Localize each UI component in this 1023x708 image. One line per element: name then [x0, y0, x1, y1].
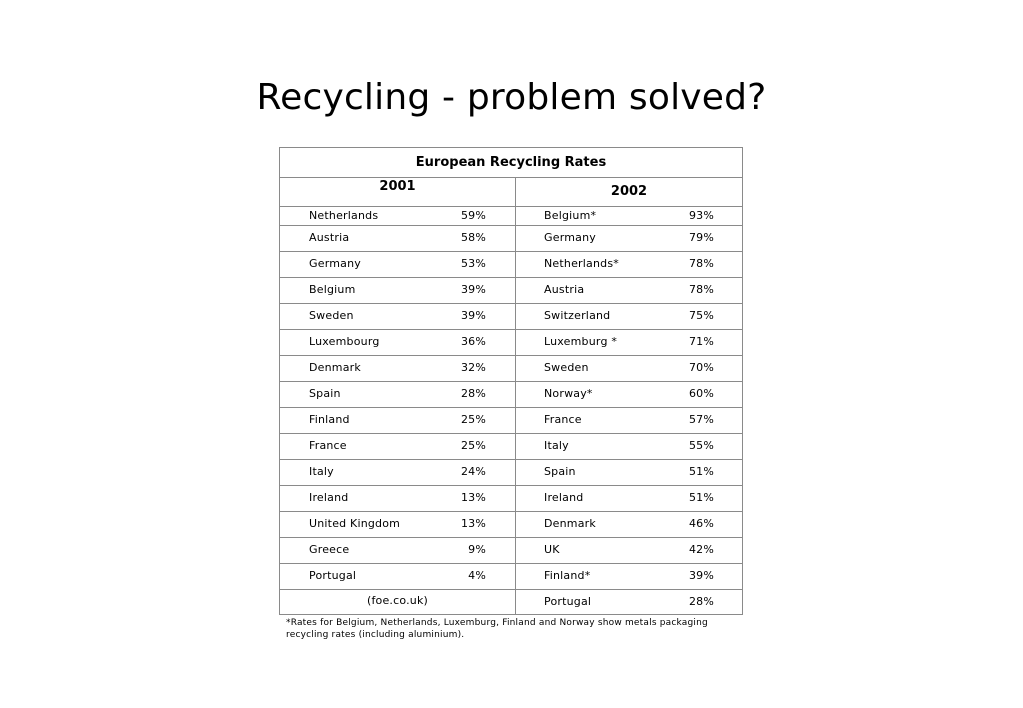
- country-2002: Portugal: [544, 595, 592, 608]
- rate-2002: 28%: [688, 595, 714, 608]
- country-2001: Austria: [309, 231, 350, 244]
- rate-2001: 13%: [460, 517, 486, 530]
- rate-2001: 9%: [468, 543, 486, 556]
- rate-2001: 39%: [460, 309, 486, 322]
- row-rule-2002: [516, 589, 742, 590]
- row-rule-2001: [280, 277, 515, 278]
- header-rule: [280, 206, 742, 207]
- country-2001: Netherlands: [309, 209, 379, 222]
- row-rule-2002: [516, 225, 742, 226]
- country-2002: Luxemburg *: [544, 335, 618, 348]
- row-rule-2001: [280, 589, 515, 590]
- country-2002: Sweden: [544, 361, 589, 374]
- rate-2002: 51%: [688, 465, 714, 478]
- table-caption: European Recycling Rates: [280, 148, 742, 178]
- row-rule-2002: [516, 303, 742, 304]
- country-2002: Ireland: [544, 491, 584, 504]
- row-rule-2002: [516, 381, 742, 382]
- year-header-2002: 2002: [610, 184, 648, 199]
- row-rule-2001: [280, 433, 515, 434]
- rate-2002: 55%: [688, 439, 714, 452]
- country-2002: Italy: [544, 439, 569, 452]
- country-2001: United Kingdom: [309, 517, 401, 530]
- row-rule-2002: [516, 537, 742, 538]
- rate-2001: 59%: [460, 209, 486, 222]
- rate-2001: 28%: [460, 387, 486, 400]
- row-rule-2001: [280, 303, 515, 304]
- row-rule-2002: [516, 511, 742, 512]
- rate-2002: 51%: [688, 491, 714, 504]
- row-rule-2001: [280, 485, 515, 486]
- rate-2002: 71%: [688, 335, 714, 348]
- row-rule-2002: [516, 485, 742, 486]
- row-rule-2001: [280, 511, 515, 512]
- country-2001: Spain: [309, 387, 341, 400]
- country-2002: Switzerland: [544, 309, 611, 322]
- country-2002: France: [544, 413, 582, 426]
- rate-2001: 24%: [460, 465, 486, 478]
- rate-2002: 93%: [688, 209, 714, 222]
- country-2001: Luxembourg: [309, 335, 380, 348]
- country-2001: Sweden: [309, 309, 354, 322]
- rate-2001: 4%: [468, 569, 486, 582]
- country-2002: Germany: [544, 231, 596, 244]
- country-2002: Austria: [544, 283, 585, 296]
- row-rule-2001: [280, 225, 515, 226]
- country-2001: Ireland: [309, 491, 349, 504]
- row-rule-2002: [516, 407, 742, 408]
- rate-2001: 39%: [460, 283, 486, 296]
- country-2002: Denmark: [544, 517, 596, 530]
- row-rule-2001: [280, 329, 515, 330]
- country-2002: Belgium*: [544, 209, 597, 222]
- rate-2002: 75%: [688, 309, 714, 322]
- rate-2001: 53%: [460, 257, 486, 270]
- rate-2002: 42%: [688, 543, 714, 556]
- country-2002: Norway*: [544, 387, 593, 400]
- row-rule-2001: [280, 537, 515, 538]
- country-2001: Finland: [309, 413, 350, 426]
- rate-2002: 46%: [688, 517, 714, 530]
- year-header-2001: 2001: [379, 179, 416, 194]
- row-rule-2002: [516, 329, 742, 330]
- rate-2001: 32%: [460, 361, 486, 374]
- rate-2002: 39%: [688, 569, 714, 582]
- row-rule-2002: [516, 563, 742, 564]
- rate-2002: 78%: [688, 257, 714, 270]
- row-rule-2001: [280, 251, 515, 252]
- country-2002: Spain: [544, 465, 576, 478]
- rate-2001: 58%: [460, 231, 486, 244]
- slide-title: Recycling - problem solved?: [256, 77, 767, 118]
- country-2001: Greece: [309, 543, 350, 556]
- country-2002: UK: [544, 543, 560, 556]
- row-rule-2001: [280, 563, 515, 564]
- rate-2002: 57%: [688, 413, 714, 426]
- rate-2002: 70%: [688, 361, 714, 374]
- country-2001: France: [309, 439, 347, 452]
- rate-2001: 13%: [460, 491, 486, 504]
- row-rule-2001: [280, 355, 515, 356]
- row-rule-2001: [280, 459, 515, 460]
- row-rule-2002: [516, 251, 742, 252]
- rate-2002: 79%: [688, 231, 714, 244]
- country-2002: Finland*: [544, 569, 591, 582]
- row-rule-2001: [280, 381, 515, 382]
- rate-2002: 60%: [688, 387, 714, 400]
- country-2001: Portugal: [309, 569, 357, 582]
- country-2001: Italy: [309, 465, 334, 478]
- footnote: *Rates for Belgium, Netherlands, Luxemburg, Finland and Norway show metals packaging recycling rates (including aluminium).: [286, 618, 708, 640]
- column-divider: [515, 177, 516, 615]
- rate-2001: 25%: [460, 439, 486, 452]
- row-rule-2002: [516, 355, 742, 356]
- row-rule-2002: [516, 459, 742, 460]
- row-rule-2001: [280, 407, 515, 408]
- country-2001: Belgium: [309, 283, 356, 296]
- country-2001: Denmark: [309, 361, 361, 374]
- row-rule-2002: [516, 433, 742, 434]
- rate-2001: 25%: [460, 413, 486, 426]
- rate-2002: 78%: [688, 283, 714, 296]
- country-2002: Netherlands*: [544, 257, 619, 270]
- recycling-rates-table: [279, 147, 743, 615]
- country-2001: Germany: [309, 257, 361, 270]
- source-note: (foe.co.uk): [366, 594, 429, 607]
- row-rule-2002: [516, 277, 742, 278]
- rate-2001: 36%: [460, 335, 486, 348]
